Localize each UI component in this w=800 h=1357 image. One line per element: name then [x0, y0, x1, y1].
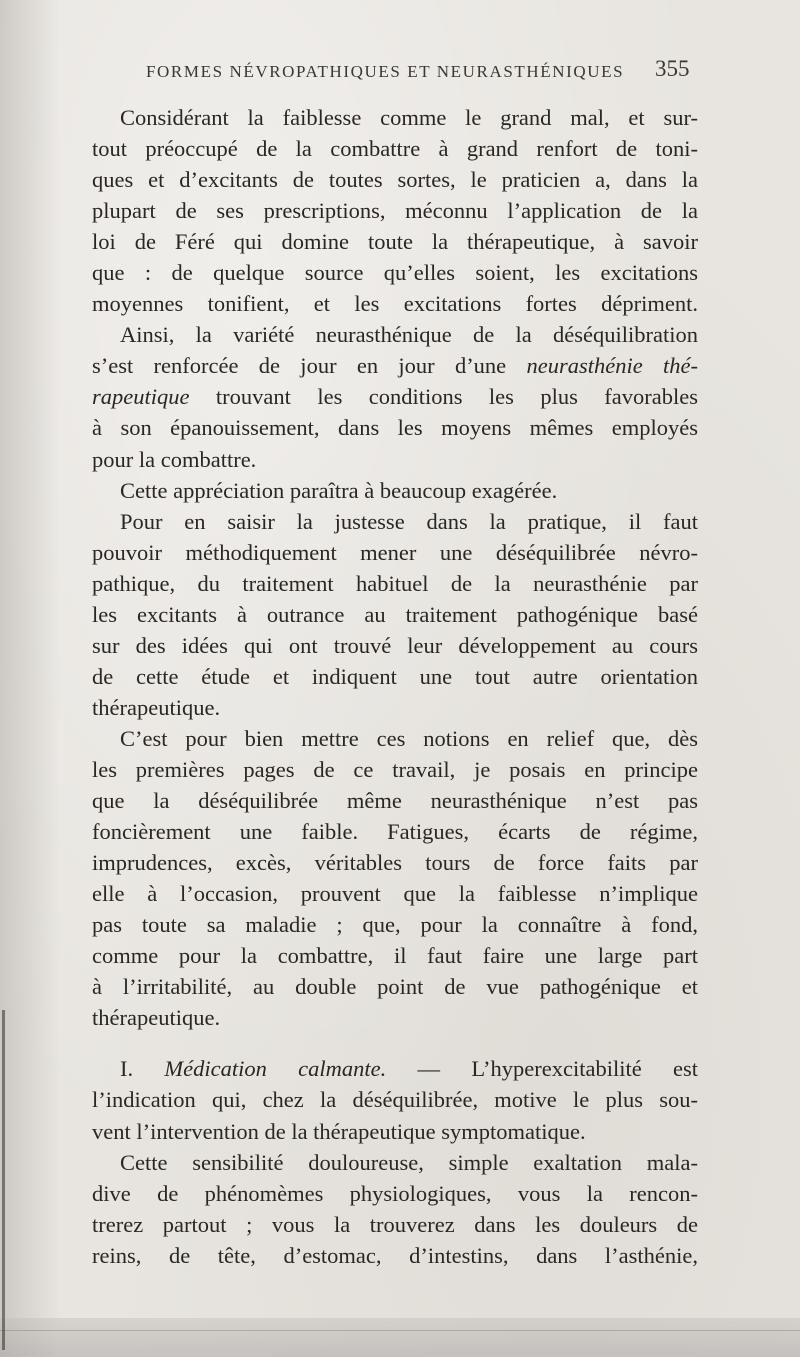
text-line: Ainsi, la variété neurasthénique de la déséquilibration [120, 322, 698, 348]
text-line: pour la combattre. [92, 446, 257, 472]
text-line: Considérant la faiblesse comme le grand mal, et sur- [120, 105, 698, 130]
text-line: pas toute sa maladie ; que, pour la connaître à fond, [92, 912, 698, 938]
text-line: elle à l’occasion, prouvent que la faiblesse n’implique [92, 881, 698, 907]
text-line: loi de Féré qui domine toute la thérapeutique, à savoir [92, 229, 698, 255]
text-line: pouvoir méthodiquement mener une déséquilibrée névro- [92, 539, 698, 565]
text-run: trouvant les conditions les plus favorables [189, 384, 698, 410]
section-title: Médication calmante. [164, 1056, 387, 1082]
text-line: thérapeutique. [92, 694, 221, 720]
text-line: Pour en saisir la justesse dans la pratique, il faut [120, 508, 698, 534]
text-line: que la déséquilibrée même neurasthénique n’est pas [92, 788, 698, 814]
text-line: ques et d’excitants de toutes sortes, le praticien a, dans la [92, 167, 698, 193]
text-line: moyennes tonifient, et les excitations fortes dépriment. [92, 291, 698, 317]
text-line: trerez partout ; vous la trouverez dans les douleurs de [92, 1211, 698, 1237]
page-bottom-edge [0, 1318, 800, 1357]
text-line: l’indication qui, chez la déséquilibrée, motive le plus sou- [92, 1087, 698, 1113]
running-head: FORMES NÉVROPATHIQUES ET NEURASTHÉNIQUES [146, 62, 625, 81]
text-line: pathique, du traitement habituel de la neurasthénie par [92, 570, 698, 596]
binding-shadow [0, 0, 60, 1357]
body-text [92, 102, 698, 1271]
text-line: de cette étude et indiquent une tout autre orientation [92, 663, 698, 689]
text-line: thérapeutique. [92, 1005, 221, 1031]
italic-term: neurasthénie thé- [526, 353, 698, 379]
text-line: Cette appréciation paraîtra à beaucoup exagérée. [120, 477, 558, 503]
text-line: vent l’intervention de la thérapeutique symptomatique. [92, 1118, 586, 1144]
text-run: — L’hyperexcitabilité est [386, 1056, 698, 1082]
text-line: à son épanouissement, dans les moyens mêmes employés [92, 415, 698, 441]
page-number: 355 [655, 56, 690, 81]
text-line: plupart de ses prescriptions, méconnu l’application de la [92, 198, 698, 224]
text-line: tout préoccupé de la combattre à grand renfort de toni- [92, 136, 698, 162]
text-run: s’est renforcée de jour en jour d’une [92, 353, 527, 379]
text-line: sur des idées qui ont trouvé leur développement au cours [92, 632, 698, 658]
text-line: C’est pour bien mettre ces notions en relief que, dès [120, 725, 698, 751]
section-number: I. [120, 1056, 165, 1082]
section-heading-line [92, 1053, 698, 1084]
page-edge-line [0, 1330, 800, 1331]
text-line [92, 350, 698, 381]
text-line: comme pour la combattre, il faut faire une large part [92, 943, 698, 969]
page-edge-bar [2, 1010, 5, 1350]
section-gap [92, 1033, 698, 1053]
text-line: que : de quelque source qu’elles soient, les excitations [92, 260, 698, 286]
text-line: à l’irritabilité, au double point de vue pathogénique et [92, 974, 698, 1000]
text-line: les excitants à outrance au traitement pathogénique basé [92, 601, 698, 627]
text-line: Cette sensibilité douloureuse, simple exaltation mala- [120, 1149, 698, 1175]
text-line [92, 381, 698, 412]
text-line: foncièrement une faible. Fatigues, écarts de régime, [92, 819, 698, 845]
text-line: imprudences, excès, véritables tours de force faits par [92, 850, 698, 876]
text-line: les premières pages de ce travail, je posais en principe [92, 756, 698, 782]
italic-term: rapeutique [92, 384, 190, 410]
text-line: dive de phénomèmes physiologiques, vous la rencon- [92, 1180, 698, 1206]
text-line: reins, de tête, d’estomac, d’intestins, dans l’asthénie, [92, 1242, 698, 1268]
